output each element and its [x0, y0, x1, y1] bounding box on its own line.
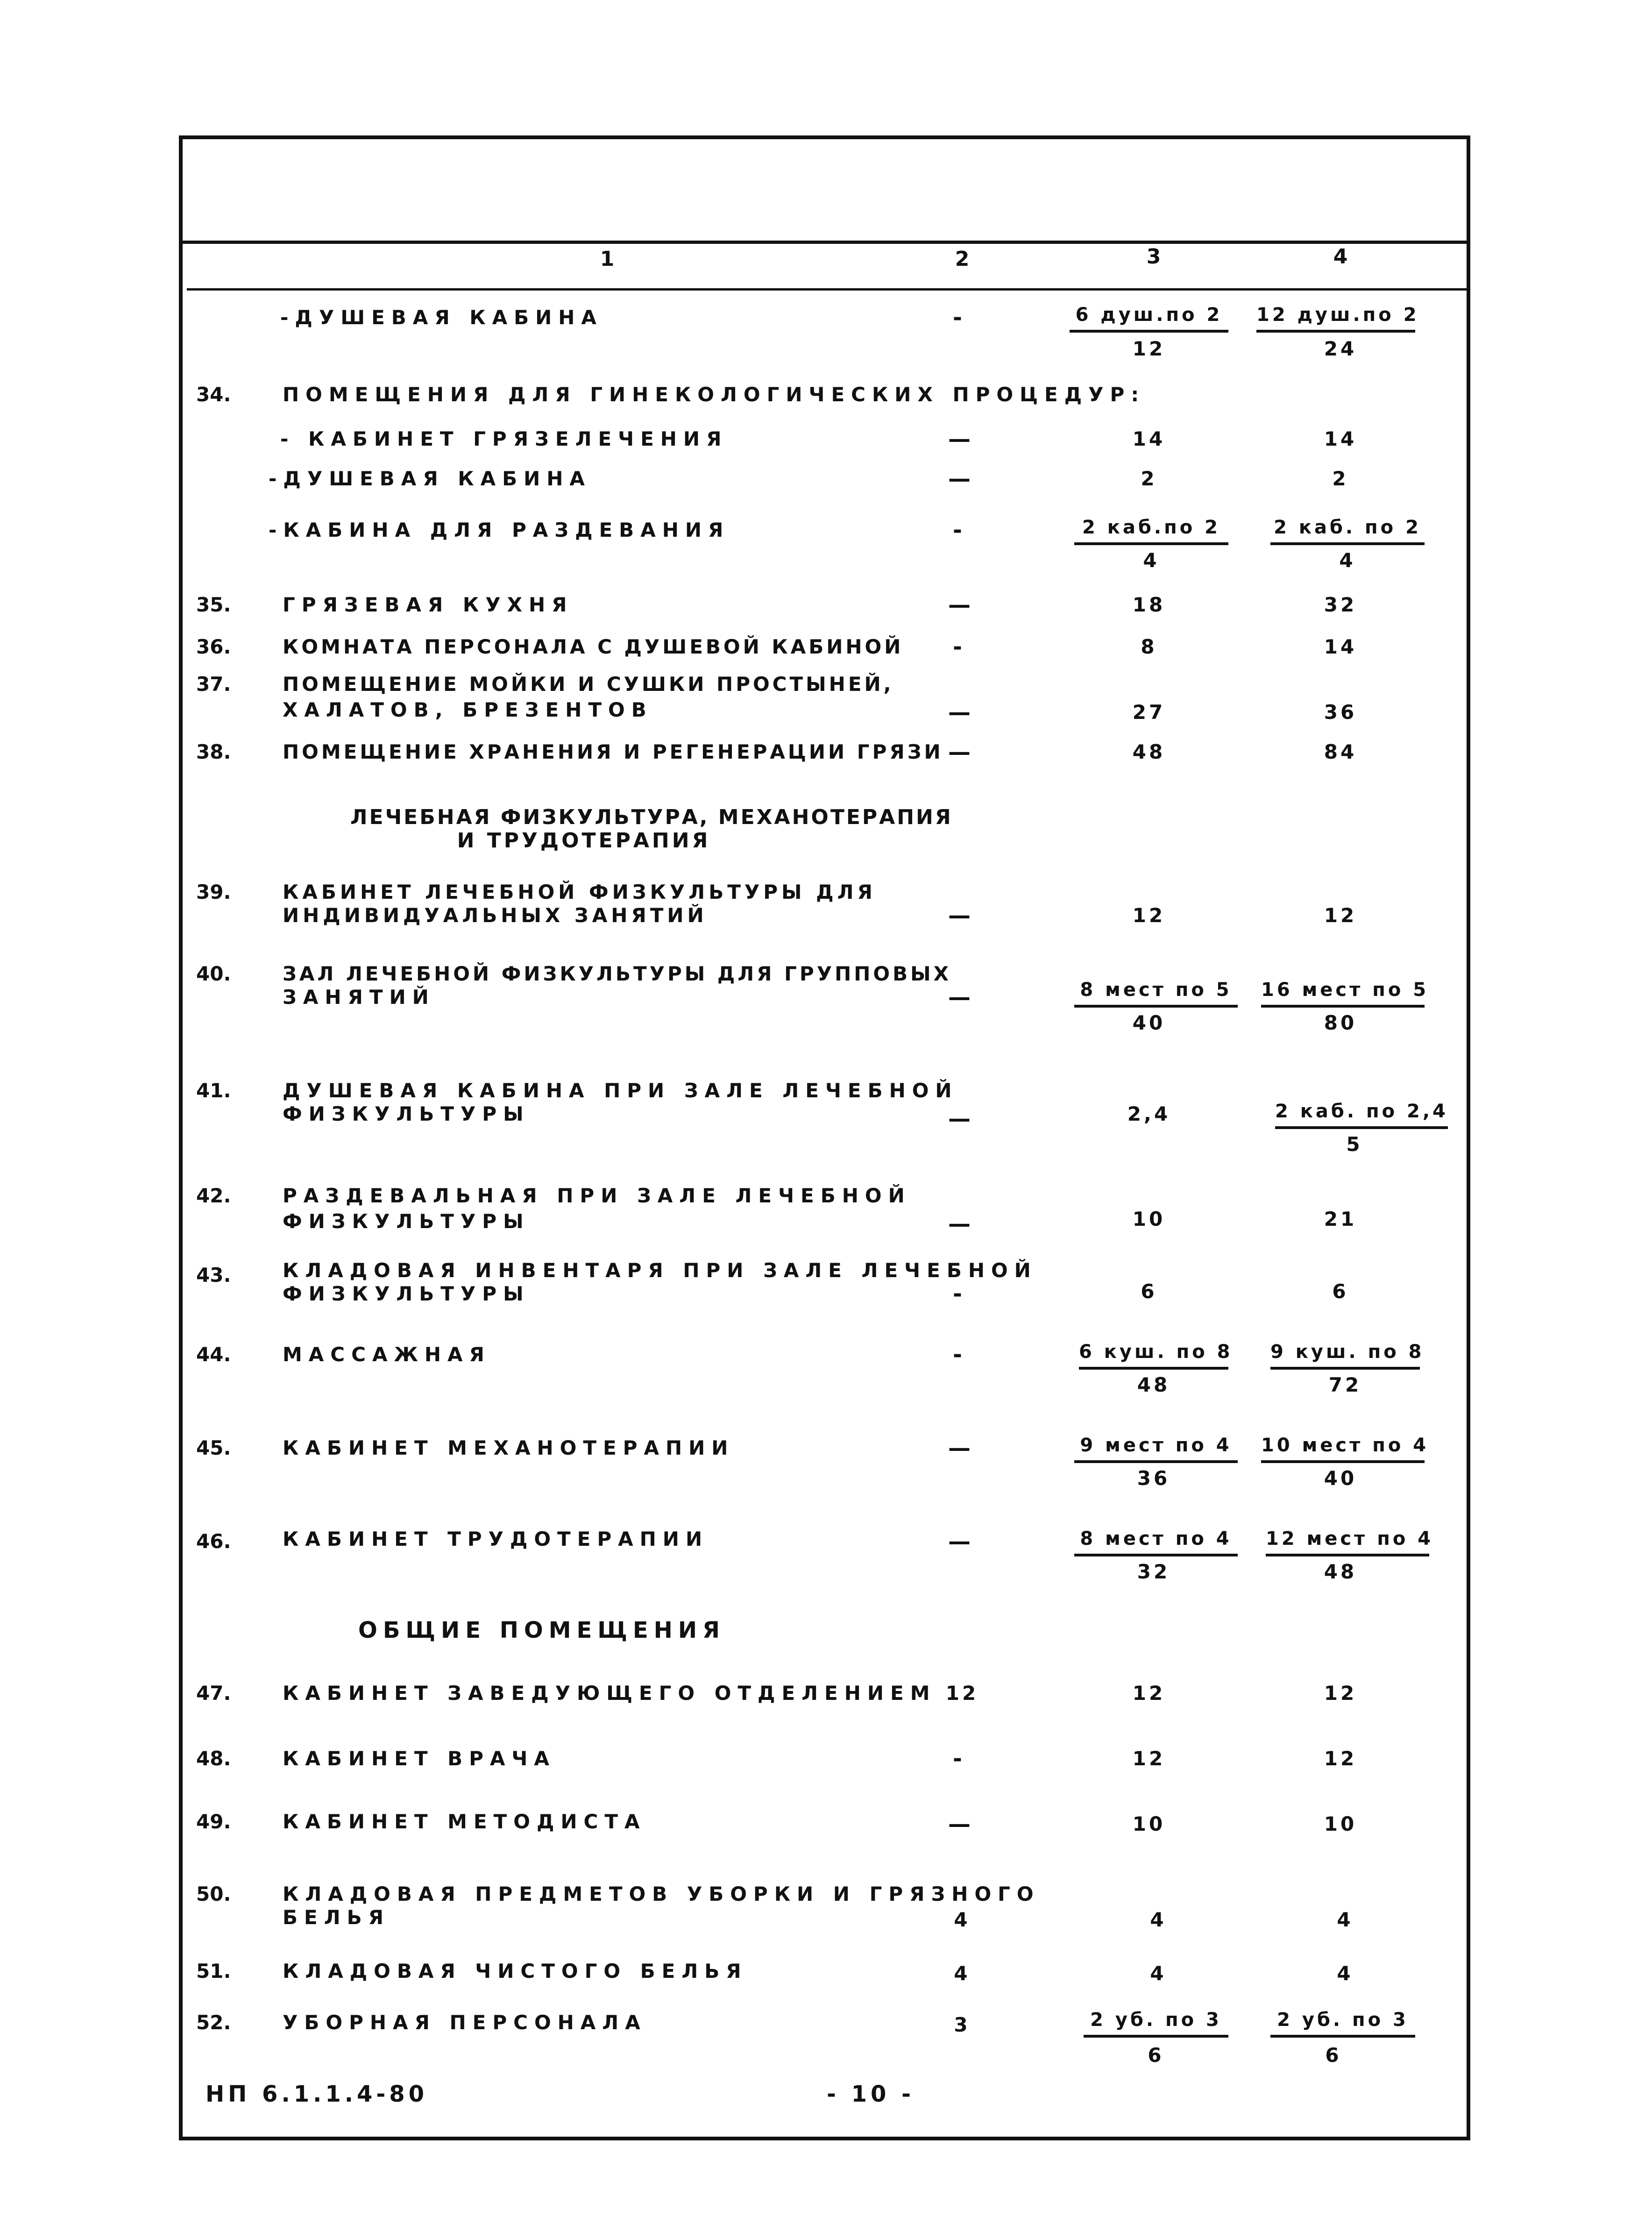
col4-value: 12: [1324, 1682, 1357, 1705]
col3-value: 18: [1132, 593, 1166, 616]
col2-value: 3: [954, 2013, 971, 2036]
col4-value: 84: [1324, 740, 1357, 763]
column-header-2: 2: [955, 247, 970, 271]
row-name: ДУШЕВАЯ КАБИНА ПРИ ЗАЛЕ ЛЕЧЕБНОЙ: [283, 1079, 958, 1102]
col3-value: 4: [1150, 1962, 1167, 1985]
row-name: -ДУШЕВАЯ КАБИНА: [269, 467, 591, 490]
row-number: 42.: [196, 1184, 231, 1207]
row-name-line2: ФИЗКУЛЬТУРЫ: [283, 1102, 530, 1125]
col3-value: 14: [1132, 427, 1166, 450]
col2-value: 4: [954, 1908, 971, 1931]
row-number: 52.: [196, 2011, 231, 2034]
col2-value: -: [953, 305, 962, 331]
row-name: ПОМЕЩЕНИЕ ХРАНЕНИЯ И РЕГЕНЕРАЦИИ ГРЯЗИ: [283, 740, 943, 763]
col2-value: 12: [945, 1682, 979, 1705]
row-number: 51.: [196, 1960, 231, 1983]
col2-value: —: [948, 1106, 971, 1132]
row-name: КАБИНЕТ ЗАВЕДУЮЩЕГО ОТДЕЛЕНИЕМ: [283, 1682, 936, 1705]
row-name: ГРЯЗЕВАЯ КУХНЯ: [283, 593, 574, 616]
col4-value: 36: [1324, 701, 1357, 724]
row-number: 34.: [196, 383, 231, 406]
col4-numerator: 2 уб. по 3: [1270, 2009, 1415, 2038]
col3-value: 12: [1132, 1747, 1166, 1770]
column-header-1: 1: [600, 247, 615, 271]
col4-value: 4: [1337, 1962, 1354, 1985]
row-name: КЛАДОВАЯ ПРЕДМЕТОВ УБОРКИ И ГРЯЗНОГО: [283, 1883, 1040, 1905]
col2-value: 4: [954, 1962, 971, 1985]
col3-numerator: 9 мест по 4: [1074, 1434, 1238, 1463]
col3-denominator: 48: [1137, 1373, 1170, 1396]
row-name: КАБИНЕТ МЕТОДИСТА: [283, 1810, 646, 1833]
document-code: НП 6.1.1.4-80: [206, 2081, 428, 2107]
col4-denominator: 5: [1346, 1133, 1363, 1156]
col2-value: —: [948, 426, 971, 452]
page-number: - 10 -: [827, 2081, 915, 2107]
col2-value: —: [948, 699, 971, 725]
col4-denominator: 48: [1324, 1560, 1357, 1583]
col4-denominator: 4: [1339, 549, 1356, 572]
col4-value: 14: [1324, 635, 1357, 658]
col4-value: 21: [1324, 1208, 1357, 1230]
row-name: РАЗДЕВАЛЬНАЯ ПРИ ЗАЛЕ ЛЕЧЕБНОЙ: [283, 1184, 911, 1207]
col2-value: —: [948, 1528, 971, 1555]
row-number: 37.: [196, 673, 231, 696]
row-name: - КАБИНЕТ ГРЯЗЕЛЕЧЕНИЯ: [280, 427, 728, 450]
col3-denominator: 32: [1137, 1560, 1170, 1583]
col2-value: -: [953, 1342, 962, 1368]
row-number: 46.: [196, 1530, 231, 1553]
col4-numerator: 16 мест по 5: [1261, 979, 1425, 1008]
row-name: КАБИНЕТ ЛЕЧЕБНОЙ ФИЗКУЛЬТУРЫ ДЛЯ: [283, 881, 876, 903]
col2-value: —: [948, 592, 971, 618]
section-heading-line2: И ТРУДОТЕРАПИЯ: [457, 829, 711, 853]
col4-value: 10: [1324, 1812, 1357, 1835]
col3-numerator: 6 куш. по 8: [1079, 1341, 1228, 1370]
col4-numerator: 2 каб. по 2: [1270, 516, 1425, 545]
section-heading: ОБЩИЕ ПОМЕЩЕНИЯ: [358, 1617, 725, 1643]
row-number: 39.: [196, 881, 231, 903]
row-name-line2: БЕЛЬЯ: [283, 1906, 390, 1929]
col2-value: -: [953, 1281, 962, 1307]
row-name: КЛАДОВАЯ ИНВЕНТАРЯ ПРИ ЗАЛЕ ЛЕЧЕБНОЙ: [283, 1259, 1037, 1282]
col2-value: -: [953, 634, 962, 660]
col3-value: 10: [1132, 1812, 1166, 1835]
col2-value: —: [948, 1211, 971, 1237]
col2-value: —: [948, 1435, 971, 1461]
row-name: КАБИНЕТ ТРУДОТЕРАПИИ: [283, 1528, 709, 1550]
col3-value: 12: [1132, 1682, 1166, 1705]
col3-denominator: 12: [1132, 337, 1166, 360]
row-number: 49.: [196, 1810, 231, 1833]
row-name: КАБИНЕТ МЕХАНОТЕРАПИИ: [283, 1436, 735, 1459]
col4-value: 6: [1332, 1280, 1349, 1303]
col3-value: 8: [1141, 635, 1157, 658]
col3-value: 4: [1150, 1908, 1167, 1931]
row-name-line2: ХАЛАТОВ, БРЕЗЕНТОВ: [283, 698, 653, 721]
col2-value: —: [948, 466, 971, 492]
column-header-underline: [187, 288, 1467, 291]
col3-numerator: 6 душ.по 2: [1070, 304, 1228, 333]
col3-value: 2: [1141, 467, 1157, 490]
row-number: 38.: [196, 740, 231, 763]
row-number: 41.: [196, 1079, 231, 1102]
col3-numerator: 2 уб. по 3: [1084, 2009, 1228, 2038]
row-number: 40.: [196, 962, 231, 985]
row-name: ПОМЕЩЕНИЕ МОЙКИ И СУШКИ ПРОСТЫНЕЙ,: [283, 673, 894, 696]
col3-denominator: 40: [1132, 1011, 1166, 1034]
header-separator: [179, 241, 1470, 244]
col4-denominator: 40: [1324, 1467, 1357, 1490]
row-number: 35.: [196, 593, 231, 616]
row-name: УБОРНАЯ ПЕРСОНАЛА: [283, 2011, 647, 2034]
col4-numerator: 9 куш. по 8: [1270, 1341, 1420, 1370]
col4-numerator: 10 мест по 4: [1261, 1434, 1425, 1463]
row-name: КАБИНЕТ ВРАЧА: [283, 1747, 556, 1770]
row-name-line2: ЗАНЯТИЙ: [283, 986, 435, 1009]
row-name: КЛАДОВАЯ ЧИСТОГО БЕЛЬЯ: [283, 1960, 748, 1983]
col3-numerator: 8 мест по 4: [1074, 1528, 1238, 1556]
col2-value: —: [948, 984, 971, 1010]
col3-value: 48: [1132, 740, 1166, 763]
col4-denominator: 80: [1324, 1011, 1357, 1034]
col4-value: 32: [1324, 593, 1357, 616]
row-name: -КАБИНА ДЛЯ РАЗДЕВАНИЯ: [269, 519, 730, 541]
col2-value: —: [948, 739, 971, 765]
row-name: КОМНАТА ПЕРСОНАЛА С ДУШЕВОЙ КАБИНОЙ: [283, 635, 904, 658]
col4-numerator: 12 душ.по 2: [1256, 304, 1415, 333]
row-name: ЗАЛ ЛЕЧЕБНОЙ ФИЗКУЛЬТУРЫ ДЛЯ ГРУППОВЫХ: [283, 962, 951, 985]
row-name-line2: ФИЗКУЛЬТУРЫ: [283, 1282, 530, 1305]
col3-numerator: 8 мест по 5: [1074, 979, 1238, 1008]
col3-denominator: 4: [1143, 549, 1160, 572]
row-number: 43.: [196, 1264, 231, 1286]
row-number: 47.: [196, 1682, 231, 1705]
col3-value: 12: [1132, 904, 1166, 927]
section-heading: ЛЕЧЕБНАЯ ФИЗКУЛЬТУРА, МЕХАНОТЕРАПИЯ: [350, 805, 953, 829]
row-name: МАССАЖНАЯ: [283, 1343, 491, 1366]
col2-value: —: [948, 902, 971, 929]
row-number: 45.: [196, 1436, 231, 1459]
col4-value: 12: [1324, 1747, 1357, 1770]
col4-value: 14: [1324, 427, 1357, 450]
column-header-4: 4: [1333, 245, 1348, 269]
col4-numerator: 2 каб. по 2,4: [1275, 1100, 1448, 1129]
column-header-3: 3: [1146, 245, 1161, 269]
col4-denominator: 24: [1324, 337, 1357, 360]
col2-value: -: [953, 1746, 962, 1772]
row-name: ПОМЕЩЕНИЯ ДЛЯ ГИНЕКОЛОГИЧЕСКИХ ПРОЦЕДУР:: [283, 383, 1146, 406]
col4-denominator: 72: [1328, 1373, 1362, 1396]
col3-value: 10: [1132, 1208, 1166, 1230]
col3-value: 27: [1132, 701, 1166, 724]
col4-numerator: 12 мест по 4: [1266, 1528, 1429, 1556]
col4-value: 12: [1324, 904, 1357, 927]
row-number: 44.: [196, 1343, 231, 1366]
col3-value: 2,4: [1127, 1102, 1171, 1125]
col4-value: 4: [1337, 1908, 1354, 1931]
row-name-line2: ИНДИВИДУАЛЬНЫХ ЗАНЯТИЙ: [283, 904, 708, 927]
col3-denominator: 36: [1137, 1467, 1170, 1490]
row-number: 50.: [196, 1883, 231, 1905]
row-number: 48.: [196, 1747, 231, 1770]
col4-value: 2: [1332, 467, 1349, 490]
row-name-line2: ФИЗКУЛЬТУРЫ: [283, 1210, 530, 1233]
col3-numerator: 2 каб.по 2: [1074, 516, 1228, 545]
col2-value: —: [948, 1811, 971, 1837]
col3-denominator: 6: [1148, 2044, 1164, 2067]
col3-value: 6: [1141, 1280, 1157, 1303]
row-number: 36.: [196, 635, 231, 658]
row-name: -ДУШЕВАЯ КАБИНА: [280, 306, 603, 329]
col2-value: -: [953, 517, 962, 543]
col4-denominator: 6: [1325, 2044, 1342, 2067]
